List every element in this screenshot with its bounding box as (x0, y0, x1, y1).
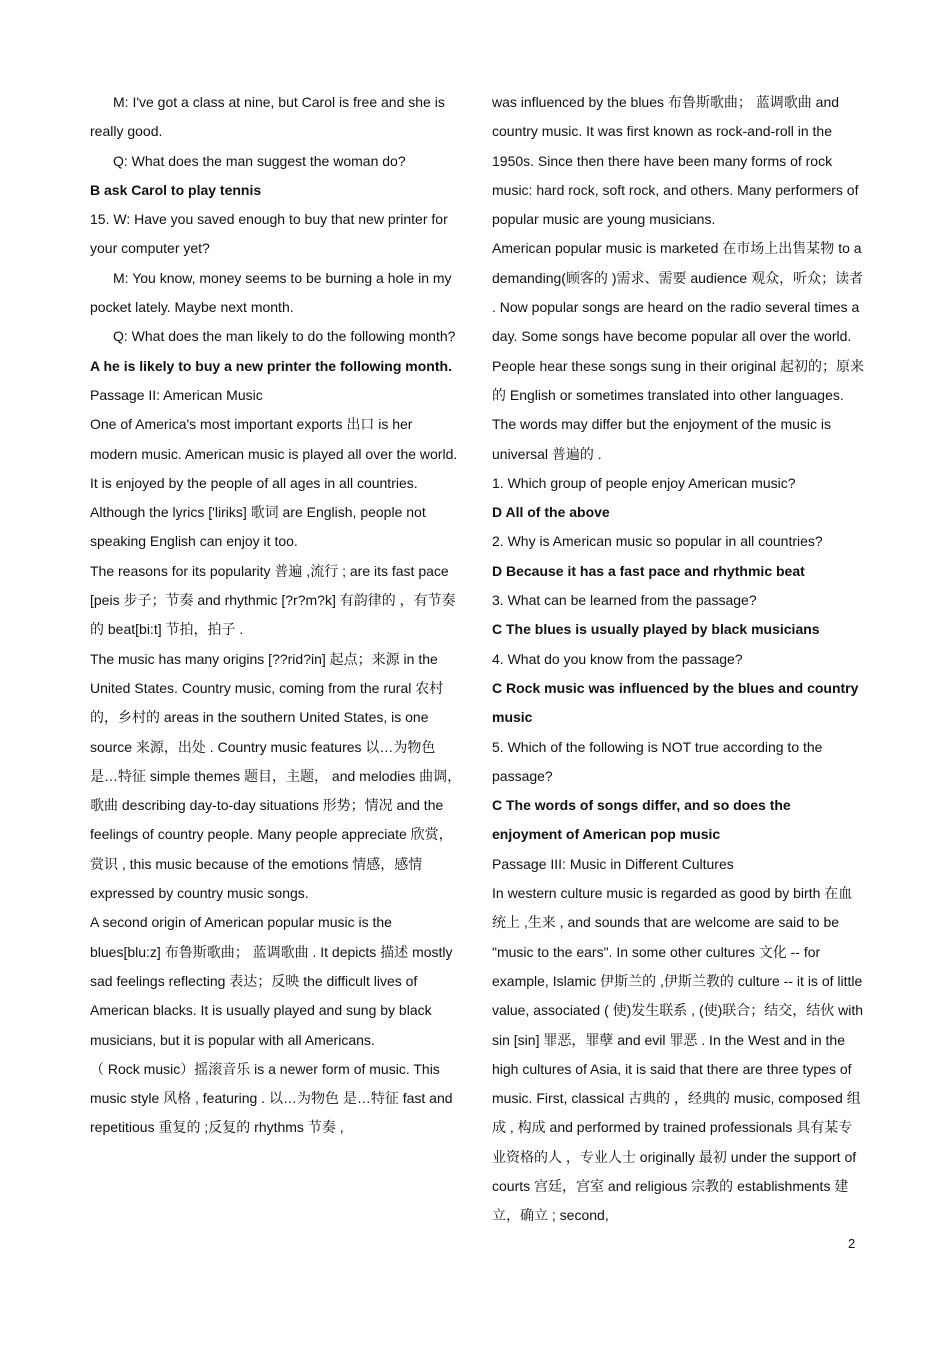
question-line: Q: What does the man likely to do the following month? (113, 328, 456, 345)
page-number: 2 (848, 1236, 856, 1251)
paragraph: American popular music is marketed 在市场上出售某物 to a demanding(顾客的 )需求、需要 audience 观众，听众；读者 . Now popular songs are heard on the radio several times a day. Some songs have become popular all over the world. People hear these songs sung in their original 起初的；原来的 English or sometimes translated into other languages. The words may differ but the enjoyment of the music is universal 普遍的 . (492, 240, 864, 462)
question-line: 1. Which group of people enjoy American music? (492, 474, 796, 491)
passage-heading: Passage II: American Music (90, 386, 263, 403)
question-line: 2. Why is American music so popular in all countries? (492, 533, 823, 550)
passage-heading: Passage III: Music in Different Cultures (492, 855, 734, 872)
left-column (90, 88, 462, 1143)
answer-line: C Rock music was influenced by the blues and country music (492, 679, 859, 726)
paragraph: In western culture music is regarded as good by birth 在血统上 ,生来 , and sounds that are welcome are said to be "music to the ears". In some other cultures 文化 -- for example, Islamic 伊斯兰的 ,伊斯兰教的 culture -- it is of little value, associated ( 使)发生联系 , (使)联合；结交，结伙 with sin [sin] 罪恶，罪孽 and evil 罪恶 . In the West and in the high cultures of Asia, it is said that there are three types of music. First, classical 古典的 ，经典的 music, composed 组成 , 构成 and performed by trained professionals 具有某专业资格的人 ，专业人士 originally 最初 under the support of courts 宫廷，宫室 and religious 宗教的 establishments 建立，确立 ; second, (492, 885, 864, 1224)
right-column (492, 88, 864, 1231)
answer-line: C The words of songs differ, and so does the enjoyment of American pop music (492, 797, 791, 843)
dialogue-line: M: You know, money seems to be burning a hole in my pocket lately. Maybe next month. (90, 269, 452, 316)
answer-line: A he is likely to buy a new printer the following month. (90, 357, 452, 374)
paragraph: was influenced by the blues 布鲁斯歌曲； 蓝调歌曲 and country music. It was first known as rock-and-roll in the 1950s. Since then there have been many forms of rock music: hard rock, soft rock, and others. Many performers of popular music are young musicians. (492, 94, 859, 228)
answer-line: D Because it has a fast pace and rhythmic beat (492, 562, 805, 579)
question-line: 4. What do you know from the passage? (492, 650, 743, 667)
dialogue-line: 15. W: Have you saved enough to buy that new printer for your computer yet? (90, 211, 448, 257)
paragraph: The reasons for its popularity 普遍 ,流行 ; are its fast pace [peis 步子；节奏 and rhythmic [?r?m?k] 有韵律的 ，有节奏的 beat[bi:t] 节拍，拍子 . (90, 562, 456, 638)
paragraph: A second origin of American popular music is the blues[blu:z] 布鲁斯歌曲； 蓝调歌曲 . It depicts 描述 mostly sad feelings reflecting 表达；反映 the difficult lives of American blacks. It is usually played and sung by black musicians, but it is popular with all Americans. (90, 914, 453, 1048)
paragraph: One of America's most important exports 出口 is her modern music. American music is played all over the world. It is enjoyed by the people of all ages in all countries. Although the lyrics ['liriks] 歌词 are English, people not speaking English can enjoy it too. (90, 416, 458, 550)
answer-line: B ask Carol to play tennis (90, 181, 262, 198)
paragraph: （ Rock music）摇滚音乐 is a newer form of music. This music style 风格 , featuring . 以…为物色 是…特征 fast and repetitious 重复的 ;反复的 rhythms 节奏 , (90, 1060, 453, 1136)
question-line: Q: What does the man suggest the woman do? (113, 152, 406, 169)
question-line: 5. Which of the following is NOT true according to the passage? (492, 738, 823, 784)
answer-line: D All of the above (492, 504, 610, 521)
paragraph: The music has many origins [??rid?in] 起点；来源 in the United States. Country music, coming from the rural 农村的，乡村的 areas in the southern United States, is one source 来源，出处 . Country music features 以…为物色是…特征 simple themes 题目，主题， and melodies 曲调，歌曲 describing day-to-day situations 形势；情况 and the feelings of country people. Many people appreciate 欣赏，赏识 , this music because of the emotions 情感，感情 expressed by country music songs. (90, 650, 462, 902)
question-line: 3. What can be learned from the passage? (492, 592, 757, 609)
dialogue-line: M: I've got a class at nine, but Carol is free and she is really good. (90, 94, 445, 140)
answer-line: C The blues is usually played by black musicians (492, 621, 820, 638)
